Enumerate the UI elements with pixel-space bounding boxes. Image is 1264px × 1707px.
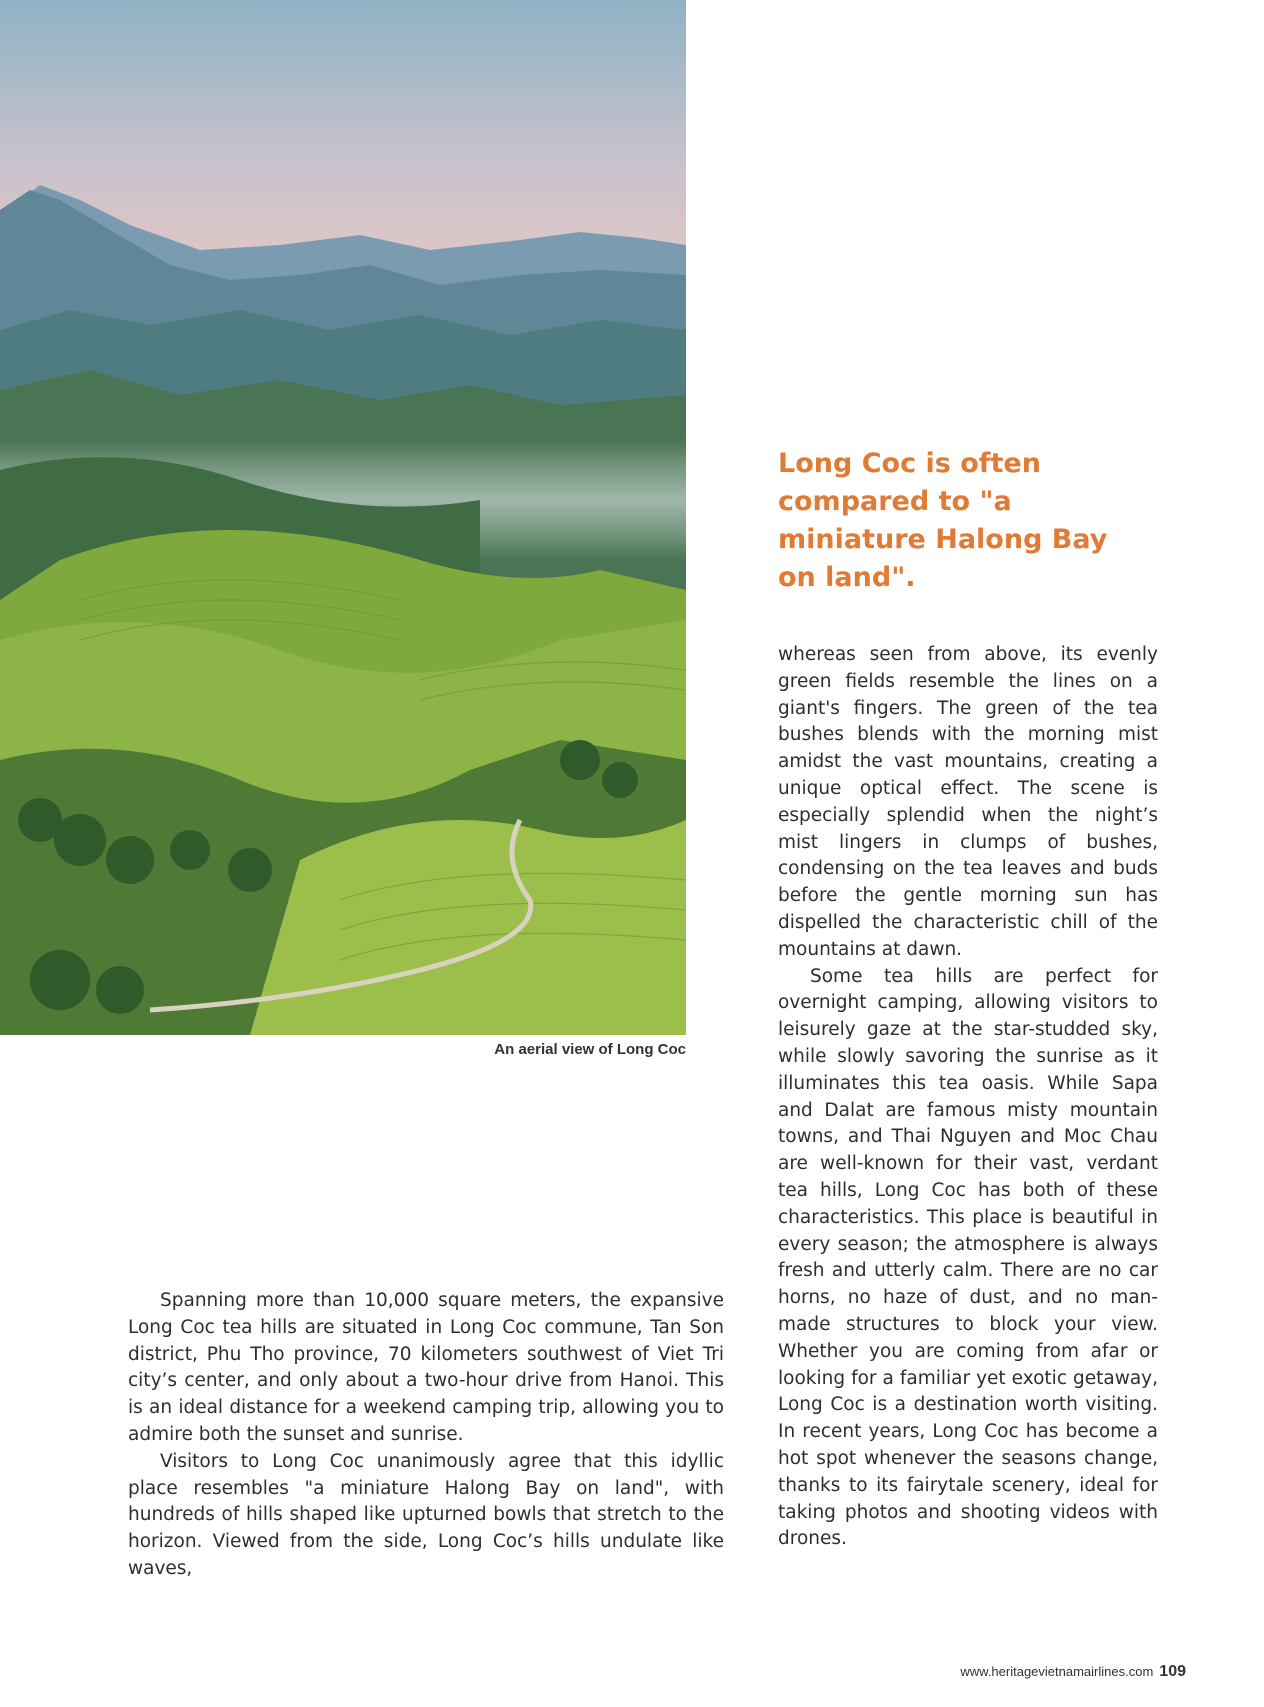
pull-quote: Long Coc is often compared to "a miniature Halong Bay on land". [778,448,1108,593]
article-paragraph: Visitors to Long Coc unanimously agree that this idyllic place resembles "a miniature Halong Bay on land", with hundreds of hills shaped like upturned bowls that stretch to the horizon. Viewed from the side, Long Coc’s hills undulate like waves, [128,1450,724,1579]
page-footer [960,1663,1186,1681]
photo-caption: An aerial view of Long Coc [494,1041,686,1058]
article-paragraph: Spanning more than 10,000 square meters, the expansive Long Coc tea hills are situated in Long Coc commune, Tan Son district, Phu Tho province, 70 kilometers southwest of Viet Tri city’s center, and only about a two-hour drive from Hanoi. This is an ideal distance for a weekend camping trip, allowing you to admire both the sunset and sunrise. [128,1290,724,1445]
article-column-right [778,642,1158,1553]
page-number: 109 [1159,1663,1186,1680]
article-paragraph: whereas seen from above, its evenly green fields resemble the lines on a giant's fingers. The green of the tea bushes blends with the morning mist amidst the vast mountains, creating a unique optical effect. The scene is especially splendid when the night’s mist lingers in clumps of bushes, condensing on the tea leaves and buds before the gentle morning sun has dispelled the characteristic chill of the mountains at dawn. [778,644,1158,960]
aerial-photo-long-coc [0,0,686,1035]
article-paragraph: Some tea hills are perfect for overnight camping, allowing visitors to leisurely gaze at the star-studded sky, while slowly savoring the sunrise as it illuminates this tea oasis. While Sapa and Dalat are famous misty mountain towns, and Thai Nguyen and Moc Chau are well-known for their vast, verdant tea hills, Long Coc has both of these characteristics. This place is beautiful in every season; the atmosphere is always fresh and utterly calm. There are no car horns, no haze of dust, and no man-made structures to block your view. Whether you are coming from afar or looking for a familiar yet exotic getaway, Long Coc is a destination worth visiting. In recent years, Long Coc has become a hot spot whenever the seasons change, thanks to its fairytale scenery, ideal for taking photos and shooting videos with drones. [778,965,1158,1550]
article-column-left [128,1288,724,1583]
footer-url[interactable]: www.heritagevietnamairlines.com [960,1664,1154,1679]
